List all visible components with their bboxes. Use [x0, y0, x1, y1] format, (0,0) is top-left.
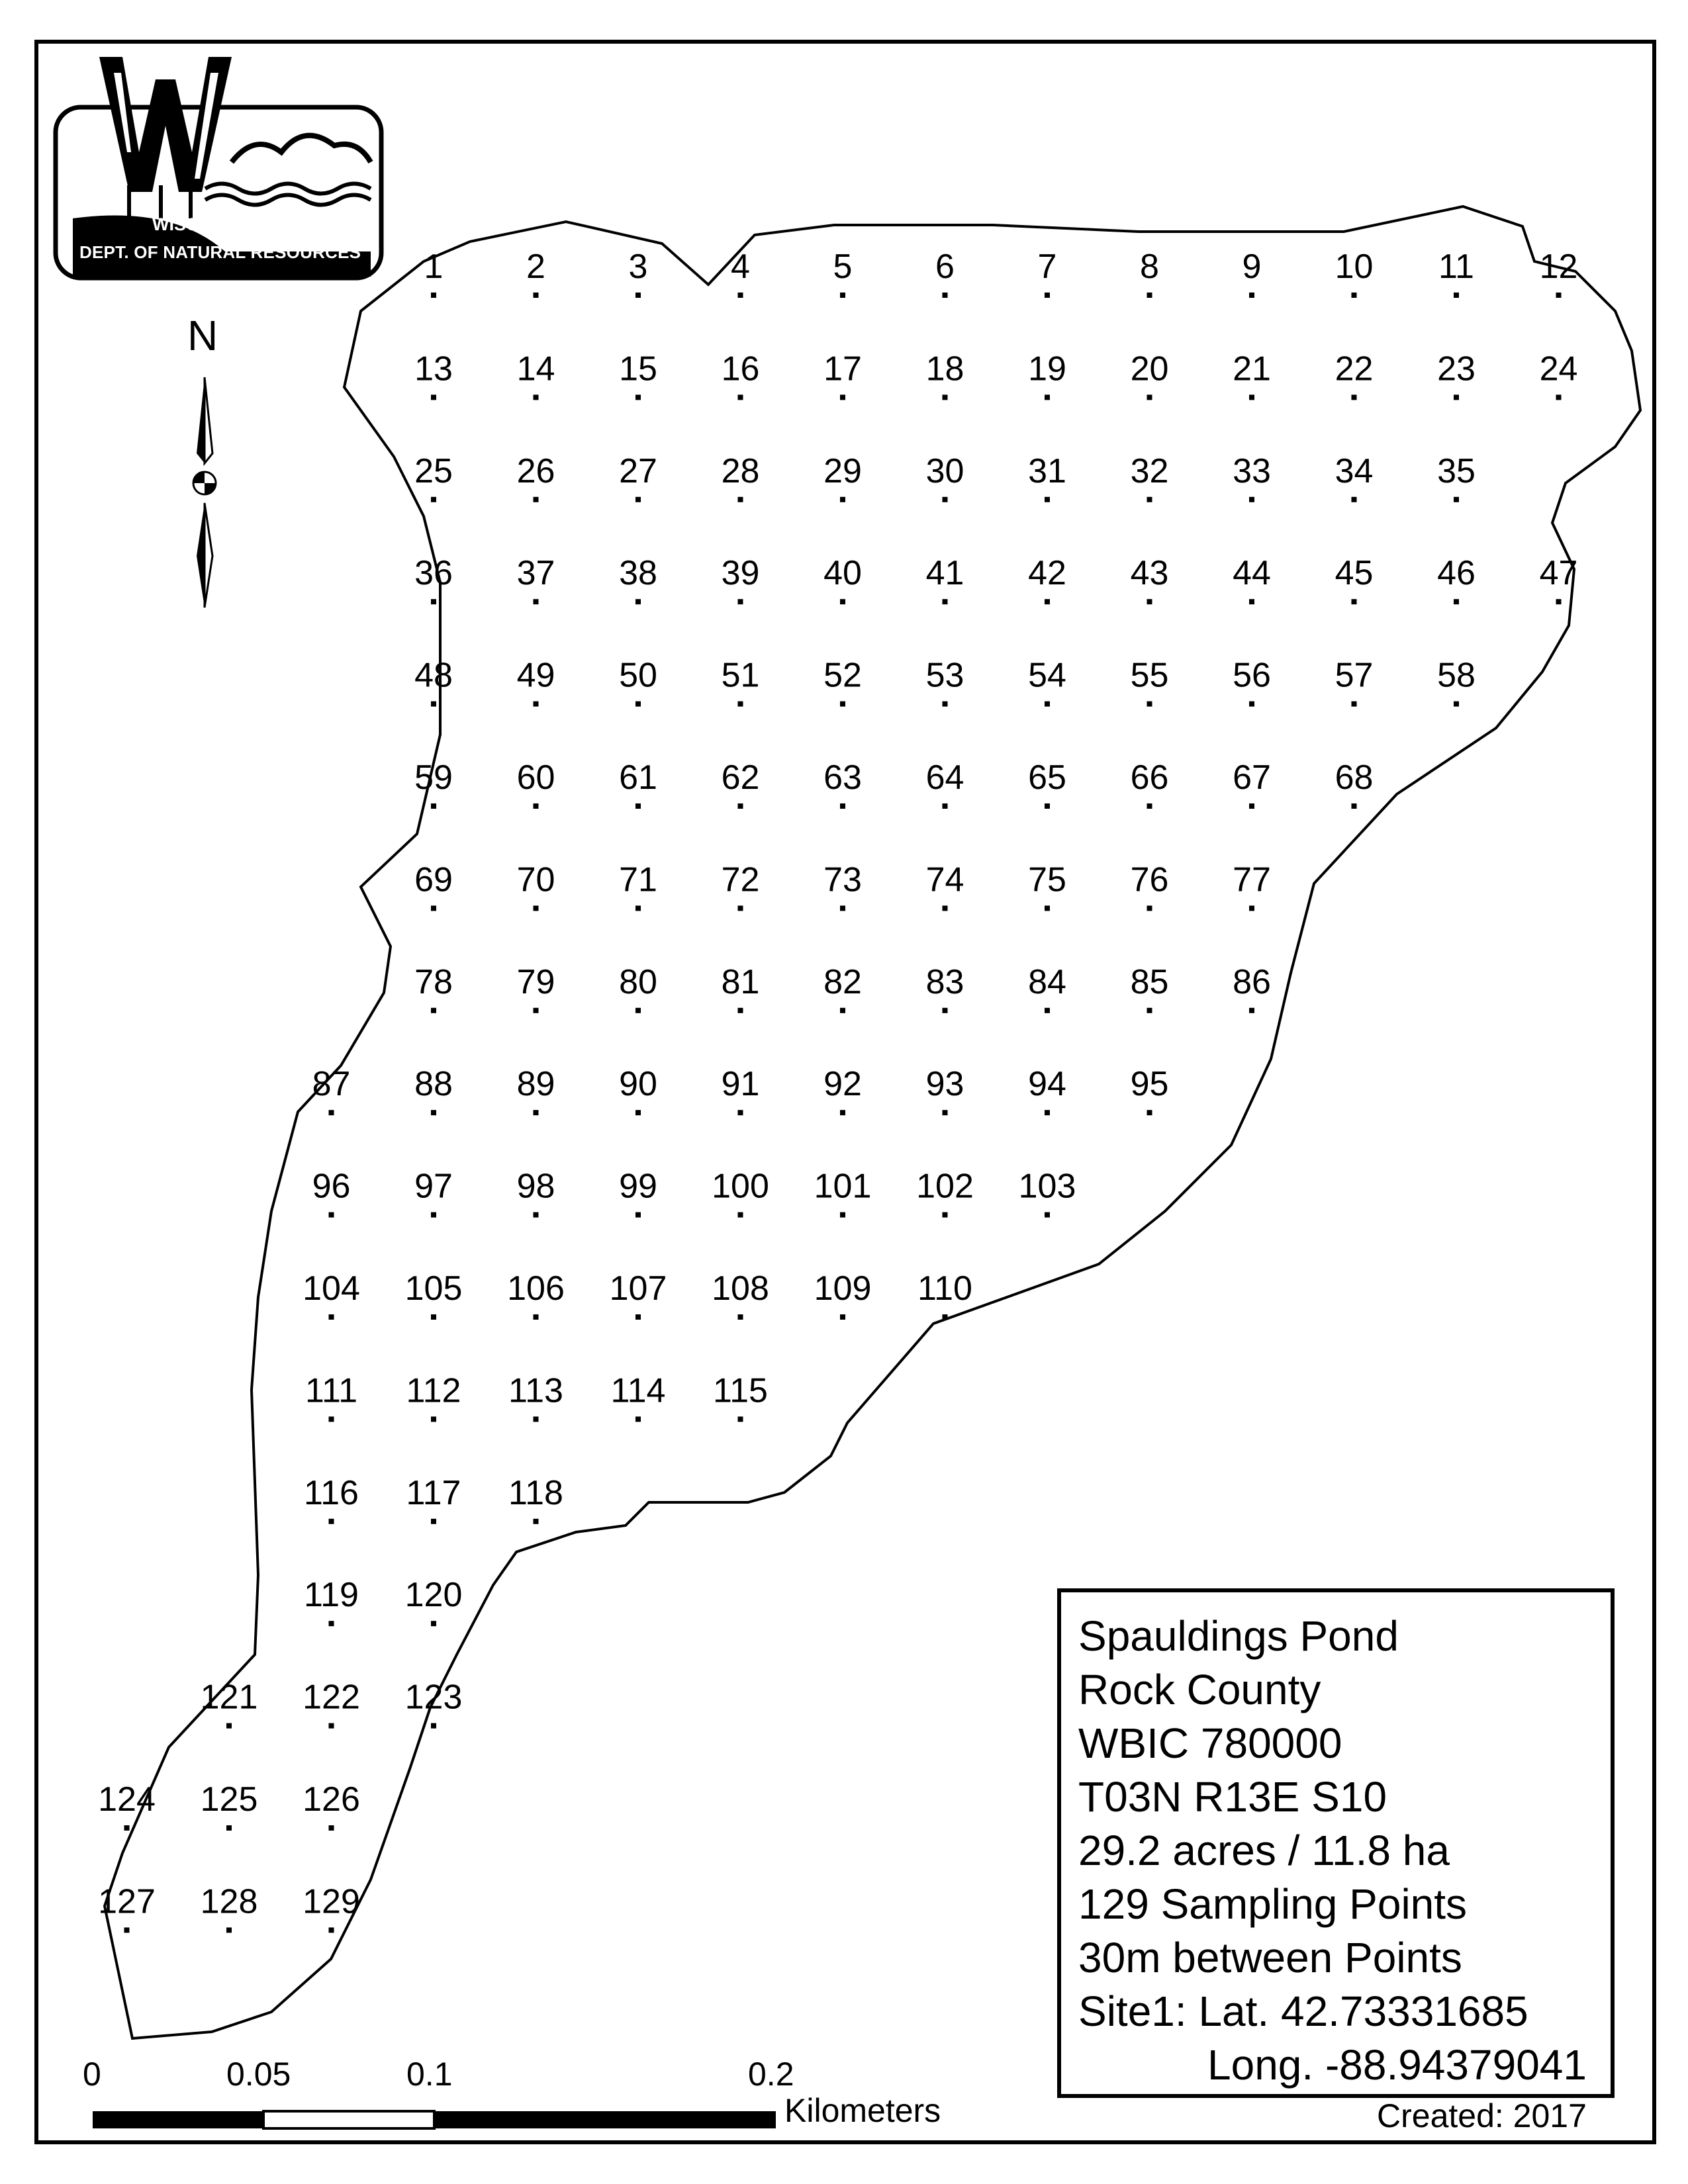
sampling-point-56	[1249, 702, 1254, 707]
point-label-26: 26	[516, 451, 555, 490]
point-label-52: 52	[823, 656, 862, 695]
point-label-84: 84	[1028, 962, 1066, 1001]
point-label-54: 54	[1028, 656, 1066, 695]
point-label-39: 39	[721, 554, 760, 593]
logo-line-2: DEPT. OF NATURAL RESOURCES	[79, 242, 361, 262]
sampling-point-75	[1045, 905, 1050, 911]
sampling-point-77	[1249, 905, 1254, 911]
point-label-1: 1	[424, 248, 444, 286]
point-label-35: 35	[1437, 451, 1476, 490]
point-label-75: 75	[1028, 860, 1066, 899]
sampling-point-69	[431, 905, 436, 911]
point-label-81: 81	[721, 962, 760, 1001]
info-name: Spauldings Pond	[1078, 1612, 1399, 1660]
point-label-55: 55	[1130, 656, 1169, 695]
point-label-63: 63	[823, 758, 862, 797]
sampling-point-17	[840, 394, 845, 400]
sampling-point-87	[329, 1110, 334, 1115]
sampling-point-85	[1147, 1008, 1152, 1013]
sampling-point-95	[1147, 1110, 1152, 1115]
sampling-point-100	[738, 1212, 743, 1218]
point-label-6: 6	[935, 248, 955, 286]
point-label-45: 45	[1335, 554, 1374, 593]
sampling-point-14	[534, 394, 539, 400]
point-label-49: 49	[516, 656, 555, 695]
point-label-33: 33	[1233, 451, 1271, 490]
sampling-point-63	[840, 803, 845, 809]
sampling-point-51	[738, 702, 743, 707]
point-label-94: 94	[1028, 1065, 1066, 1104]
point-label-30: 30	[925, 451, 964, 490]
point-label-10: 10	[1335, 248, 1374, 286]
point-label-67: 67	[1233, 758, 1271, 797]
scale-tick-02: 0.2	[748, 2056, 794, 2093]
sampling-point-15	[635, 394, 641, 400]
point-label-99: 99	[619, 1167, 657, 1206]
sampling-point-39	[738, 599, 743, 604]
point-label-114: 114	[610, 1371, 666, 1410]
point-label-24: 24	[1539, 349, 1578, 388]
point-label-111: 111	[305, 1371, 358, 1410]
sampling-point-28	[738, 497, 743, 502]
sampling-point-88	[431, 1110, 436, 1115]
sampling-point-79	[534, 1008, 539, 1013]
sampling-point-29	[840, 497, 845, 502]
sampling-point-83	[943, 1008, 948, 1013]
sampling-point-8	[1147, 293, 1152, 298]
point-label-122: 122	[303, 1678, 360, 1717]
point-label-110: 110	[917, 1269, 972, 1308]
point-label-8: 8	[1140, 248, 1159, 286]
sampling-point-78	[431, 1008, 436, 1013]
sampling-point-113	[534, 1416, 539, 1422]
info-area: 29.2 acres / 11.8 ha	[1078, 1827, 1450, 1874]
point-label-42: 42	[1028, 554, 1066, 593]
point-label-15: 15	[619, 349, 657, 388]
point-label-92: 92	[823, 1065, 862, 1104]
sampling-point-124	[124, 1825, 130, 1831]
wdnr-logo	[53, 53, 384, 281]
point-label-128: 128	[200, 1882, 258, 1921]
sampling-point-121	[226, 1723, 232, 1729]
point-label-105: 105	[404, 1269, 463, 1308]
point-label-32: 32	[1130, 451, 1169, 490]
sampling-point-22	[1352, 394, 1357, 400]
point-label-19: 19	[1028, 349, 1066, 388]
point-label-9: 9	[1242, 248, 1262, 286]
info-wbic: WBIC 780000	[1078, 1719, 1342, 1767]
point-label-57: 57	[1335, 656, 1374, 695]
point-label-97: 97	[414, 1167, 453, 1206]
sampling-point-123	[431, 1723, 436, 1729]
sampling-point-102	[943, 1212, 948, 1218]
point-label-61: 61	[619, 758, 657, 797]
point-label-107: 107	[609, 1269, 667, 1308]
point-label-112: 112	[406, 1371, 461, 1410]
sampling-point-65	[1045, 803, 1050, 809]
sampling-point-114	[635, 1416, 641, 1422]
point-label-76: 76	[1130, 860, 1169, 899]
logo-line-1: WISCONSIN	[152, 214, 256, 234]
sampling-point-125	[226, 1825, 232, 1831]
sampling-point-129	[329, 1927, 334, 1933]
sampling-point-31	[1045, 497, 1050, 502]
sampling-point-12	[1556, 293, 1562, 298]
sampling-point-103	[1045, 1212, 1050, 1218]
point-label-108: 108	[712, 1269, 769, 1308]
sampling-point-24	[1556, 394, 1562, 400]
point-label-119: 119	[304, 1576, 359, 1615]
point-label-89: 89	[516, 1065, 555, 1104]
info-county: Rock County	[1078, 1666, 1321, 1713]
point-label-71: 71	[619, 860, 657, 899]
point-label-5: 5	[833, 248, 853, 286]
point-label-28: 28	[721, 451, 760, 490]
point-label-23: 23	[1437, 349, 1476, 388]
sampling-point-126	[329, 1825, 334, 1831]
sampling-point-13	[431, 394, 436, 400]
point-label-83: 83	[925, 962, 964, 1001]
point-label-58: 58	[1437, 656, 1476, 695]
point-label-79: 79	[516, 962, 555, 1001]
sampling-point-33	[1249, 497, 1254, 502]
point-label-38: 38	[619, 554, 657, 593]
sampling-point-3	[635, 293, 641, 298]
point-label-59: 59	[414, 758, 453, 797]
point-label-120: 120	[404, 1576, 463, 1615]
info-points: 129 Sampling Points	[1078, 1880, 1468, 1928]
point-label-115: 115	[713, 1371, 768, 1410]
point-label-68: 68	[1335, 758, 1374, 797]
point-label-34: 34	[1335, 451, 1374, 490]
point-label-127: 127	[98, 1882, 156, 1921]
sampling-point-72	[738, 905, 743, 911]
point-label-72: 72	[721, 860, 760, 899]
sampling-point-20	[1147, 394, 1152, 400]
sampling-point-21	[1249, 394, 1254, 400]
point-label-95: 95	[1130, 1065, 1169, 1104]
point-label-51: 51	[721, 656, 760, 695]
sampling-point-62	[738, 803, 743, 809]
info-long: Long. -88.94379041	[1207, 2041, 1587, 2089]
scale-bar	[93, 2111, 776, 2128]
sampling-point-42	[1045, 599, 1050, 604]
sampling-point-115	[738, 1416, 743, 1422]
point-label-101: 101	[814, 1167, 872, 1206]
point-label-82: 82	[823, 962, 862, 1001]
sampling-point-108	[738, 1314, 743, 1320]
point-label-88: 88	[414, 1065, 453, 1104]
point-label-41: 41	[925, 554, 964, 593]
point-label-118: 118	[508, 1473, 563, 1512]
sampling-point-122	[329, 1723, 334, 1729]
info-lat: Site1: Lat. 42.73331685	[1078, 1987, 1528, 2035]
sampling-point-109	[840, 1314, 845, 1320]
sampling-point-74	[943, 905, 948, 911]
sampling-point-128	[226, 1927, 232, 1933]
point-label-66: 66	[1130, 758, 1169, 797]
sampling-point-118	[534, 1519, 539, 1524]
sampling-point-120	[431, 1621, 436, 1626]
point-label-53: 53	[925, 656, 964, 695]
point-label-117: 117	[406, 1473, 461, 1512]
sampling-point-59	[431, 803, 436, 809]
sampling-point-92	[840, 1110, 845, 1115]
sampling-point-49	[534, 702, 539, 707]
sampling-point-43	[1147, 599, 1152, 604]
sampling-point-26	[534, 497, 539, 502]
sampling-point-127	[124, 1927, 130, 1933]
point-label-124: 124	[98, 1780, 156, 1819]
sampling-point-53	[943, 702, 948, 707]
point-label-90: 90	[619, 1065, 657, 1104]
point-label-78: 78	[414, 962, 453, 1001]
point-label-56: 56	[1233, 656, 1271, 695]
sampling-point-45	[1352, 599, 1357, 604]
point-label-22: 22	[1335, 349, 1374, 388]
sampling-point-96	[329, 1212, 334, 1218]
sampling-point-86	[1249, 1008, 1254, 1013]
sampling-point-6	[943, 293, 948, 298]
point-label-43: 43	[1130, 554, 1169, 593]
point-label-100: 100	[712, 1167, 769, 1206]
point-label-64: 64	[925, 758, 964, 797]
sampling-point-64	[943, 803, 948, 809]
point-label-25: 25	[414, 451, 453, 490]
point-label-69: 69	[414, 860, 453, 899]
sampling-point-1	[431, 293, 436, 298]
sampling-point-19	[1045, 394, 1050, 400]
sampling-point-10	[1352, 293, 1357, 298]
sampling-point-11	[1454, 293, 1459, 298]
point-label-86: 86	[1233, 962, 1271, 1001]
point-label-123: 123	[404, 1678, 463, 1717]
point-label-50: 50	[619, 656, 657, 695]
sampling-point-36	[431, 599, 436, 604]
sampling-point-101	[840, 1212, 845, 1218]
point-label-87: 87	[312, 1065, 351, 1104]
info-trs: T03N R13E S10	[1078, 1773, 1387, 1821]
sampling-point-32	[1147, 497, 1152, 502]
sampling-point-76	[1147, 905, 1152, 911]
info-box	[1057, 1588, 1615, 2098]
sampling-point-23	[1454, 394, 1459, 400]
point-label-16: 16	[721, 349, 760, 388]
created-date: Created: 2017	[1377, 2097, 1587, 2134]
point-label-93: 93	[925, 1065, 964, 1104]
sampling-point-58	[1454, 702, 1459, 707]
point-label-65: 65	[1028, 758, 1066, 797]
point-label-3: 3	[628, 248, 648, 286]
point-label-2: 2	[526, 248, 545, 286]
point-label-12: 12	[1539, 248, 1578, 286]
sampling-point-119	[329, 1621, 334, 1626]
sampling-point-41	[943, 599, 948, 604]
point-label-44: 44	[1233, 554, 1271, 593]
sampling-point-38	[635, 599, 641, 604]
point-label-103: 103	[1018, 1167, 1076, 1206]
sampling-point-30	[943, 497, 948, 502]
sampling-point-67	[1249, 803, 1254, 809]
point-label-29: 29	[823, 451, 862, 490]
point-label-17: 17	[823, 349, 862, 388]
sampling-point-55	[1147, 702, 1152, 707]
point-label-4: 4	[731, 248, 750, 286]
sampling-point-48	[431, 702, 436, 707]
sampling-point-93	[943, 1110, 948, 1115]
point-label-98: 98	[516, 1167, 555, 1206]
sampling-point-91	[738, 1110, 743, 1115]
sampling-point-68	[1352, 803, 1357, 809]
point-label-91: 91	[721, 1065, 760, 1104]
sampling-point-105	[431, 1314, 436, 1320]
sampling-point-18	[943, 394, 948, 400]
scale-tick-0: 0	[83, 2056, 101, 2093]
sampling-point-66	[1147, 803, 1152, 809]
point-label-62: 62	[721, 758, 760, 797]
point-label-125: 125	[200, 1780, 258, 1819]
sampling-point-104	[329, 1314, 334, 1320]
sampling-point-9	[1249, 293, 1254, 298]
point-label-74: 74	[925, 860, 964, 899]
point-label-113: 113	[508, 1371, 563, 1410]
point-label-77: 77	[1233, 860, 1271, 899]
sampling-point-99	[635, 1212, 641, 1218]
point-label-102: 102	[916, 1167, 974, 1206]
sampling-point-52	[840, 702, 845, 707]
sampling-point-47	[1556, 599, 1562, 604]
point-label-46: 46	[1437, 554, 1476, 593]
sampling-point-70	[534, 905, 539, 911]
sampling-point-89	[534, 1110, 539, 1115]
point-label-48: 48	[414, 656, 453, 695]
point-label-31: 31	[1028, 451, 1066, 490]
point-label-47: 47	[1539, 554, 1578, 593]
sampling-point-54	[1045, 702, 1050, 707]
sampling-point-27	[635, 497, 641, 502]
sampling-point-4	[738, 293, 743, 298]
sampling-point-57	[1352, 702, 1357, 707]
sampling-point-5	[840, 293, 845, 298]
point-label-104: 104	[303, 1269, 360, 1308]
point-label-27: 27	[619, 451, 657, 490]
sampling-point-116	[329, 1519, 334, 1524]
sampling-point-25	[431, 497, 436, 502]
point-label-116: 116	[304, 1473, 359, 1512]
sampling-point-84	[1045, 1008, 1050, 1013]
point-label-7: 7	[1037, 248, 1057, 286]
sampling-point-50	[635, 702, 641, 707]
point-label-21: 21	[1233, 349, 1271, 388]
point-label-37: 37	[516, 554, 555, 593]
sampling-point-97	[431, 1212, 436, 1218]
scale-unit: Kilometers	[784, 2092, 941, 2129]
sampling-point-7	[1045, 293, 1050, 298]
sampling-point-40	[840, 599, 845, 604]
point-label-96: 96	[312, 1167, 351, 1206]
point-label-14: 14	[516, 349, 555, 388]
sampling-point-111	[329, 1416, 334, 1422]
point-label-36: 36	[414, 554, 453, 593]
point-label-11: 11	[1438, 248, 1474, 286]
sampling-point-98	[534, 1212, 539, 1218]
point-label-109: 109	[814, 1269, 872, 1308]
sampling-point-60	[534, 803, 539, 809]
sampling-point-107	[635, 1314, 641, 1320]
sampling-point-46	[1454, 599, 1459, 604]
sampling-point-90	[635, 1110, 641, 1115]
sampling-point-73	[840, 905, 845, 911]
north-arrow-icon	[193, 377, 216, 608]
point-label-40: 40	[823, 554, 862, 593]
sampling-point-80	[635, 1008, 641, 1013]
sampling-point-35	[1454, 497, 1459, 502]
point-label-80: 80	[619, 962, 657, 1001]
sampling-point-2	[534, 293, 539, 298]
point-label-126: 126	[303, 1780, 360, 1819]
sampling-point-71	[635, 905, 641, 911]
point-label-106: 106	[507, 1269, 565, 1308]
sampling-point-61	[635, 803, 641, 809]
info-spacing: 30m between Points	[1078, 1934, 1462, 1981]
point-label-18: 18	[925, 349, 964, 388]
point-label-20: 20	[1130, 349, 1169, 388]
point-label-73: 73	[823, 860, 862, 899]
sampling-point-34	[1352, 497, 1357, 502]
point-label-129: 129	[303, 1882, 360, 1921]
sampling-point-117	[431, 1519, 436, 1524]
scale-tick-005: 0.05	[226, 2056, 291, 2093]
sampling-point-37	[534, 599, 539, 604]
point-label-13: 13	[414, 349, 453, 388]
sampling-point-94	[1045, 1110, 1050, 1115]
sampling-point-16	[738, 394, 743, 400]
sampling-point-112	[431, 1416, 436, 1422]
scale-tick-01: 0.1	[406, 2056, 453, 2093]
sampling-point-82	[840, 1008, 845, 1013]
sampling-point-110	[943, 1314, 948, 1320]
sampling-point-106	[534, 1314, 539, 1320]
point-label-60: 60	[516, 758, 555, 797]
sampling-point-81	[738, 1008, 743, 1013]
point-label-85: 85	[1130, 962, 1169, 1001]
point-label-121: 121	[200, 1678, 258, 1717]
point-label-70: 70	[516, 860, 555, 899]
north-arrow-label: N	[187, 312, 218, 359]
sampling-point-44	[1249, 599, 1254, 604]
